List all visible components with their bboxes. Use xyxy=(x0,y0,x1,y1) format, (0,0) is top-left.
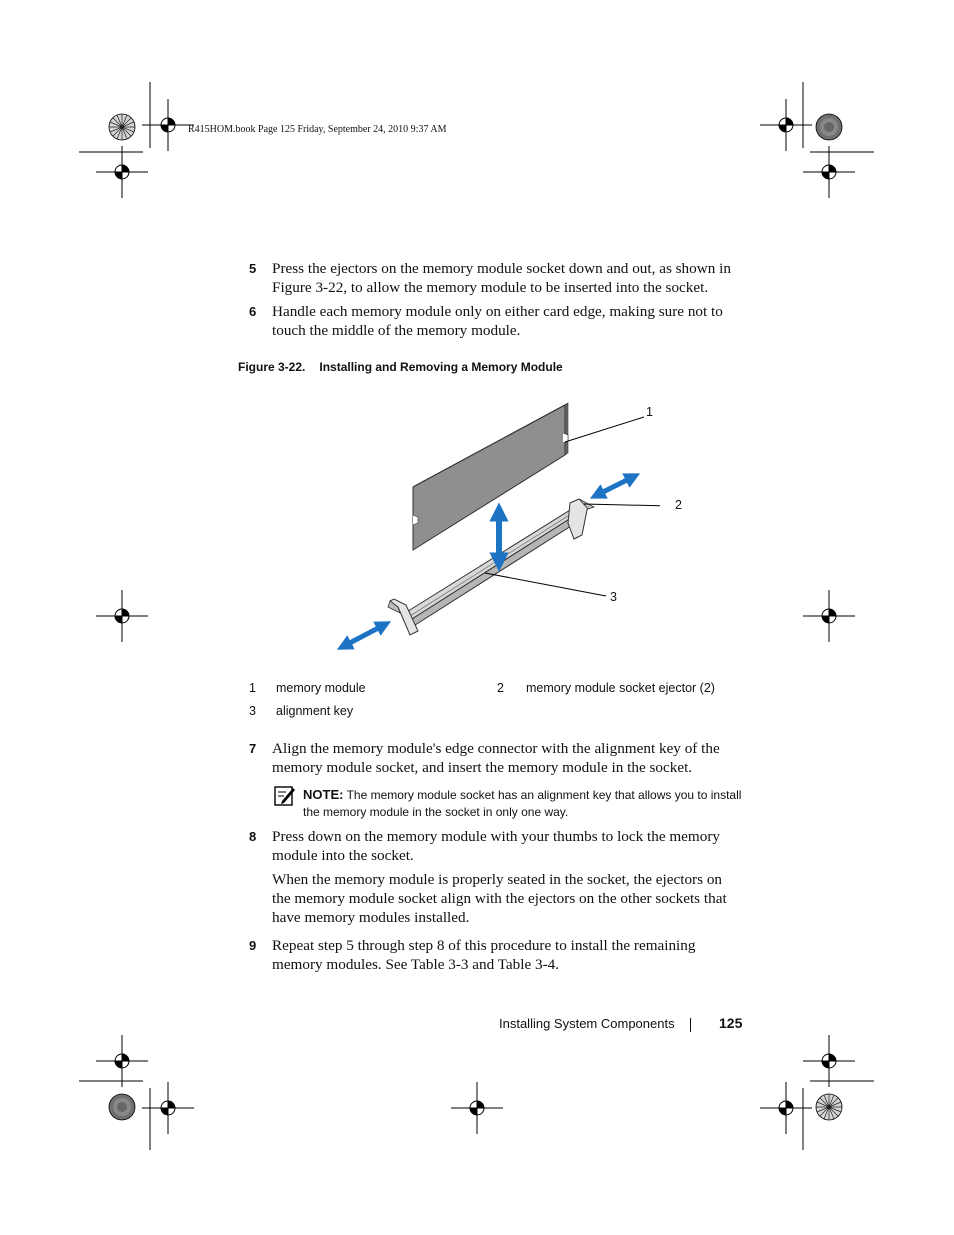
step-number: 8 xyxy=(249,829,257,844)
step-text: Align the memory module's edge connector with the alignment key of the memory module socket, and insert the memory module in the socket. xyxy=(272,740,720,776)
callout-1: 1 xyxy=(646,405,653,419)
callout-1-leader xyxy=(565,417,644,442)
step-number: 9 xyxy=(249,938,257,953)
legend-label: alignment key xyxy=(276,704,354,718)
callout-3: 3 xyxy=(610,590,617,604)
page-number: 125 xyxy=(719,1015,743,1031)
figure-number: Figure 3-22. xyxy=(238,360,306,374)
callout-2: 2 xyxy=(675,498,682,512)
step-text: Press down on the memory module with your thumbs to lock the memory module into the socket. xyxy=(272,828,720,864)
figure-caption xyxy=(238,360,563,374)
step-text: Repeat step 5 through step 8 of this procedure to install the remaining memory modules. See Table 3-3 and Table 3-4. xyxy=(272,937,696,973)
legend-label: memory module socket ejector (2) xyxy=(526,681,715,695)
step-number: 5 xyxy=(249,261,257,276)
memory-module-illustration xyxy=(330,395,660,655)
footer-section-title: Installing System Components xyxy=(499,1016,675,1031)
step-text: Press the ejectors on the memory module socket down and out, as shown in Figure 3-22, to allow the memory module to be inserted into the socket. xyxy=(272,260,731,296)
note-label: NOTE: xyxy=(303,787,344,802)
step-number: 7 xyxy=(249,741,257,756)
step-8-followup: When the memory module is properly seated in the socket, the ejectors on the memory module socket align with the ejectors on the other sockets that have memory modules installed. xyxy=(272,871,727,926)
callout-3-leader xyxy=(485,573,606,596)
ejector-arrow-right xyxy=(597,477,633,495)
note-pencil-icon xyxy=(274,785,296,807)
legend-label: memory module xyxy=(276,681,366,695)
note-text: The memory module socket has an alignment key that allows you to install the memory module in the socket in only one way. xyxy=(303,788,742,819)
step-text: Handle each memory module only on either card edge, making sure not to touch the middle of the memory module. xyxy=(272,303,723,339)
legend-number: 1 xyxy=(249,681,256,695)
note-box xyxy=(303,786,743,821)
footer-divider xyxy=(690,1018,691,1032)
ejector-arrow-left xyxy=(344,625,384,646)
socket-ejector-right xyxy=(568,499,594,539)
book-header-info: R415HOM.book Page 125 Friday, September 24, 2010 9:37 AM xyxy=(188,124,447,135)
figure-title: Installing and Removing a Memory Module xyxy=(319,360,563,374)
legend-number: 3 xyxy=(249,704,256,718)
step-number: 6 xyxy=(249,304,257,319)
legend-number: 2 xyxy=(497,681,504,695)
callout-2-leader xyxy=(584,504,660,506)
